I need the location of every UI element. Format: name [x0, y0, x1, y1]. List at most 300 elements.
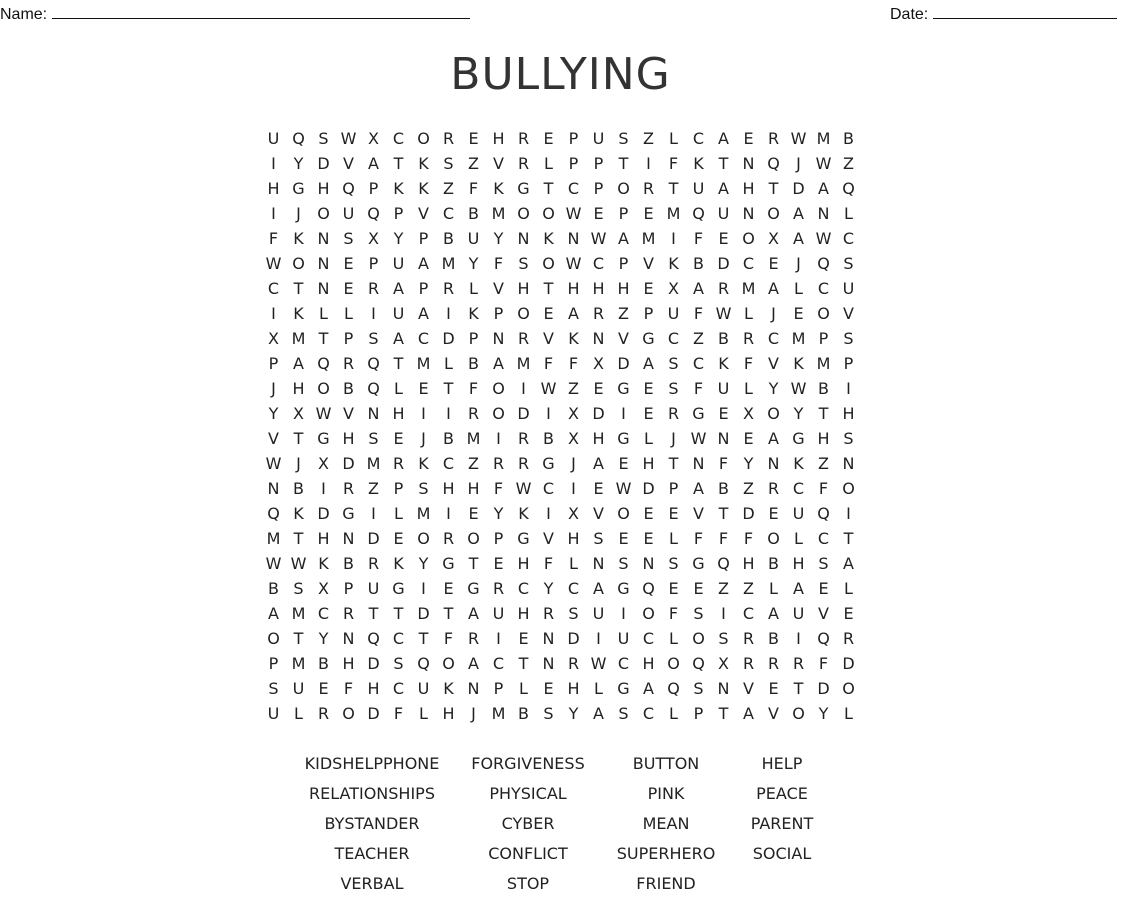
grid-cell: Z — [843, 154, 854, 173]
grid-cell: E — [668, 504, 679, 523]
grid-cell: E — [468, 129, 479, 148]
grid-cell: N — [567, 229, 580, 248]
grid-cell: O — [542, 254, 555, 273]
grid-cell: N — [267, 479, 280, 498]
grid-cell: P — [818, 329, 829, 348]
grid-cell: S — [668, 379, 679, 398]
grid-cell: Y — [293, 154, 304, 173]
grid-cell: I — [621, 404, 626, 423]
grid-cell: N — [492, 329, 505, 348]
grid-cell: Q — [667, 679, 680, 698]
grid-cell: L — [394, 504, 403, 523]
grid-cell: G — [617, 579, 630, 598]
grid-cell: B — [718, 329, 729, 348]
date-field[interactable] — [890, 4, 1117, 24]
grid-cell: A — [368, 154, 379, 173]
grid-cell: W — [315, 404, 332, 423]
grid-cell: T — [768, 179, 779, 198]
grid-cell: S — [443, 154, 454, 173]
grid-cell: E — [593, 204, 604, 223]
grid-cell: T — [468, 554, 479, 573]
grid-cell: N — [842, 454, 855, 473]
grid-cell: V — [343, 154, 354, 173]
grid-cell: D — [442, 329, 455, 348]
grid-cell: N — [542, 629, 555, 648]
grid-cell: W — [790, 129, 807, 148]
grid-cell: F — [393, 704, 404, 723]
grid-cell: V — [418, 204, 429, 223]
grid-cell: S — [718, 629, 729, 648]
grid-cell: Y — [818, 704, 829, 723]
grid-cell: Y — [493, 229, 504, 248]
grid-cell: Q — [417, 654, 430, 673]
grid-cell: O — [417, 529, 430, 548]
grid-cell: H — [617, 279, 630, 298]
grid-cell: H — [442, 704, 455, 723]
grid-cell: T — [443, 379, 454, 398]
grid-cell: D — [317, 504, 330, 523]
grid-cell: A — [568, 304, 579, 323]
grid-cell: L — [344, 304, 353, 323]
grid-cell: P — [593, 179, 604, 198]
grid-cell: E — [343, 254, 354, 273]
grid-cell: N — [317, 229, 330, 248]
grid-cell: Q — [692, 654, 705, 673]
grid-cell: T — [418, 629, 429, 648]
grid-cell: U — [792, 604, 805, 623]
grid-cell: I — [571, 479, 576, 498]
grid-cell: K — [418, 154, 429, 173]
grid-cell: R — [592, 304, 605, 323]
grid-cell: Q — [367, 629, 380, 648]
grid-cell: M — [416, 354, 431, 373]
grid-cell: I — [446, 304, 451, 323]
grid-cell: Q — [642, 579, 655, 598]
grid-cell: A — [743, 704, 754, 723]
word-list-item: HELP — [761, 754, 803, 773]
word-list-item: STOP — [506, 874, 550, 893]
grid-cell: J — [571, 454, 576, 473]
grid-cell: P — [593, 154, 604, 173]
grid-cell: P — [618, 204, 629, 223]
grid-cell: H — [592, 429, 605, 448]
grid-cell: Q — [767, 154, 780, 173]
grid-cell: C — [817, 279, 830, 298]
grid-cell: C — [442, 454, 455, 473]
grid-cell: Z — [818, 454, 829, 473]
grid-cell: D — [367, 529, 380, 548]
puzzle-title: BULLYING — [450, 49, 671, 100]
grid-cell: L — [519, 679, 528, 698]
grid-cell: P — [393, 479, 404, 498]
grid-cell: C — [742, 254, 755, 273]
grid-cell: G — [617, 429, 630, 448]
grid-cell: U — [617, 629, 630, 648]
word-list-item: CONFLICT — [488, 844, 568, 863]
grid-cell: S — [618, 554, 629, 573]
grid-cell: G — [517, 179, 530, 198]
grid-cell: Z — [468, 454, 479, 473]
grid-cell: C — [642, 629, 655, 648]
grid-cell: E — [818, 579, 829, 598]
grid-cell: R — [517, 154, 530, 173]
grid-cell: Q — [842, 179, 855, 198]
grid-cell: T — [393, 354, 404, 373]
grid-cell: O — [842, 479, 855, 498]
grid-cell: B — [343, 379, 354, 398]
grid-cell: I — [846, 504, 851, 523]
letter-grid — [261, 126, 861, 726]
grid-cell: O — [642, 604, 655, 623]
grid-cell: G — [292, 179, 305, 198]
grid-cell: C — [742, 604, 755, 623]
grid-cell: I — [596, 629, 601, 648]
grid-cell: S — [593, 529, 604, 548]
grid-cell: K — [293, 304, 304, 323]
grid-cell: C — [517, 579, 530, 598]
grid-cell: M — [441, 254, 456, 273]
grid-cell: E — [393, 429, 404, 448]
word-list — [294, 752, 838, 902]
grid-cell: R — [467, 629, 480, 648]
grid-cell: D — [342, 454, 355, 473]
grid-cell: M — [816, 354, 831, 373]
grid-cell: R — [367, 554, 380, 573]
grid-cell: L — [594, 679, 603, 698]
grid-cell: A — [393, 279, 404, 298]
grid-cell: T — [518, 654, 529, 673]
grid-cell: N — [342, 629, 355, 648]
grid-cell: I — [421, 404, 426, 423]
word-list-item: FORGIVENESS — [471, 754, 585, 773]
grid-cell: H — [817, 429, 830, 448]
grid-cell: G — [617, 379, 630, 398]
grid-cell: L — [669, 529, 678, 548]
grid-cell: S — [843, 329, 854, 348]
grid-cell: R — [517, 454, 530, 473]
grid-cell: O — [417, 129, 430, 148]
grid-cell: J — [796, 254, 801, 273]
grid-cell: Y — [543, 579, 554, 598]
grid-cell: M — [416, 504, 431, 523]
grid-cell: I — [846, 379, 851, 398]
grid-cell: Z — [618, 304, 629, 323]
grid-cell: L — [794, 279, 803, 298]
grid-cell: F — [493, 254, 504, 273]
grid-cell: Y — [393, 229, 404, 248]
grid-cell: N — [742, 204, 755, 223]
grid-cell: E — [718, 229, 729, 248]
grid-cell: Z — [468, 154, 479, 173]
grid-cell: A — [593, 704, 604, 723]
grid-cell: R — [767, 654, 780, 673]
grid-cell: I — [496, 629, 501, 648]
grid-cell: N — [717, 429, 730, 448]
grid-cell: U — [292, 679, 305, 698]
grid-cell: U — [267, 704, 280, 723]
grid-cell: G — [542, 454, 555, 473]
grid-cell: V — [543, 529, 554, 548]
grid-cell: T — [718, 704, 729, 723]
grid-cell: I — [721, 604, 726, 623]
grid-cell: Y — [768, 379, 779, 398]
grid-cell: Z — [368, 479, 379, 498]
grid-cell: R — [442, 279, 455, 298]
grid-cell: K — [318, 554, 329, 573]
grid-cell: H — [342, 654, 355, 673]
grid-cell: A — [293, 354, 304, 373]
grid-cell: A — [643, 679, 654, 698]
grid-cell: R — [717, 279, 730, 298]
grid-cell: G — [617, 679, 630, 698]
grid-cell: X — [593, 354, 604, 373]
grid-cell: S — [818, 554, 829, 573]
grid-cell: T — [668, 454, 679, 473]
grid-cell: G — [392, 579, 405, 598]
grid-cell: W — [265, 454, 282, 473]
grid-cell: H — [367, 679, 380, 698]
grid-cell: W — [690, 429, 707, 448]
grid-cell: Z — [743, 479, 754, 498]
grid-cell: I — [621, 604, 626, 623]
grid-cell: P — [393, 204, 404, 223]
grid-cell: K — [293, 229, 304, 248]
grid-cell: P — [493, 304, 504, 323]
grid-cell: K — [418, 179, 429, 198]
grid-cell: K — [668, 254, 679, 273]
grid-cell: K — [518, 504, 529, 523]
grid-cell: B — [268, 579, 279, 598]
grid-cell: A — [693, 479, 704, 498]
grid-cell: D — [817, 679, 830, 698]
grid-cell: N — [517, 229, 530, 248]
grid-cell: L — [469, 279, 478, 298]
word-list-item: BYSTANDER — [324, 814, 420, 833]
grid-cell: F — [568, 354, 579, 373]
grid-cell: C — [592, 254, 605, 273]
grid-cell: E — [643, 404, 654, 423]
grid-cell: N — [342, 529, 355, 548]
grid-cell: H — [317, 179, 330, 198]
grid-cell: R — [667, 404, 680, 423]
grid-cell: W — [540, 379, 557, 398]
date-line[interactable] — [933, 4, 1117, 19]
grid-cell: Y — [568, 704, 579, 723]
grid-cell: P — [268, 654, 279, 673]
grid-cell: N — [717, 679, 730, 698]
grid-cell: P — [568, 154, 579, 173]
name-field[interactable] — [0, 4, 470, 24]
grid-cell: R — [842, 629, 855, 648]
word-list-item: PINK — [647, 784, 685, 803]
grid-cell: O — [492, 379, 505, 398]
grid-cell: E — [518, 629, 529, 648]
grid-cell: N — [367, 404, 380, 423]
grid-cell: T — [393, 154, 404, 173]
grid-cell: L — [544, 154, 553, 173]
grid-cell: B — [768, 554, 779, 573]
grid-cell: O — [342, 704, 355, 723]
grid-cell: X — [368, 229, 379, 248]
grid-cell: A — [793, 229, 804, 248]
grid-cell: B — [318, 654, 329, 673]
grid-cell: O — [817, 304, 830, 323]
grid-cell: K — [418, 454, 429, 473]
grid-cell: N — [592, 554, 605, 573]
grid-cell: K — [718, 354, 729, 373]
grid-cell: Q — [367, 354, 380, 373]
grid-cell: T — [368, 604, 379, 623]
grid-cell: O — [517, 204, 530, 223]
grid-cell: R — [742, 654, 755, 673]
word-list-item: FRIEND — [636, 874, 696, 893]
grid-cell: O — [842, 679, 855, 698]
grid-cell: V — [618, 329, 629, 348]
grid-cell: N — [642, 554, 655, 573]
grid-cell: V — [493, 279, 504, 298]
grid-cell: X — [368, 129, 379, 148]
grid-cell: U — [667, 304, 680, 323]
grid-cell: C — [492, 654, 505, 673]
grid-cell: T — [393, 604, 404, 623]
grid-cell: F — [543, 554, 554, 573]
grid-cell: C — [442, 204, 455, 223]
grid-cell: E — [393, 529, 404, 548]
grid-cell: V — [768, 354, 779, 373]
grid-cell: P — [493, 679, 504, 698]
grid-cell: W — [615, 479, 632, 498]
grid-cell: B — [718, 479, 729, 498]
grid-cell: R — [342, 479, 355, 498]
grid-cell: H — [642, 654, 655, 673]
grid-cell: Y — [318, 629, 329, 648]
grid-cell: K — [543, 229, 554, 248]
grid-cell: S — [543, 704, 554, 723]
grid-cell: A — [593, 579, 604, 598]
grid-cell: P — [493, 529, 504, 548]
grid-cell: B — [468, 204, 479, 223]
grid-cell: O — [767, 404, 780, 423]
grid-cell: R — [342, 354, 355, 373]
grid-cell: H — [742, 179, 755, 198]
grid-cell: L — [744, 304, 753, 323]
grid-cell: S — [368, 329, 379, 348]
grid-cell: I — [446, 404, 451, 423]
grid-cell: W — [790, 379, 807, 398]
grid-cell: E — [543, 129, 554, 148]
grid-cell: A — [768, 279, 779, 298]
grid-cell: X — [568, 404, 579, 423]
grid-cell: E — [793, 304, 804, 323]
grid-cell: A — [418, 304, 429, 323]
grid-cell: T — [543, 179, 554, 198]
grid-cell: L — [669, 704, 678, 723]
grid-cell: S — [668, 354, 679, 373]
grid-cell: T — [843, 529, 854, 548]
grid-cell: U — [367, 579, 380, 598]
grid-cell: H — [342, 429, 355, 448]
grid-cell: E — [643, 279, 654, 298]
grid-cell: R — [367, 279, 380, 298]
grid-cell: M — [741, 279, 756, 298]
grid-cell: C — [692, 354, 705, 373]
grid-cell: Y — [493, 504, 504, 523]
grid-cell: O — [517, 304, 530, 323]
grid-cell: E — [543, 304, 554, 323]
grid-cell: S — [293, 579, 304, 598]
grid-cell: V — [593, 504, 604, 523]
grid-cell: T — [293, 429, 304, 448]
grid-cell: A — [493, 354, 504, 373]
grid-cell: W — [565, 254, 582, 273]
grid-cell: U — [592, 129, 605, 148]
grid-cell: K — [693, 154, 704, 173]
grid-cell: J — [771, 304, 776, 323]
grid-cell: S — [418, 479, 429, 498]
grid-cell: S — [368, 429, 379, 448]
word-list-item: SOCIAL — [752, 844, 812, 863]
grid-cell: K — [468, 304, 479, 323]
grid-cell: A — [693, 279, 704, 298]
grid-cell: R — [517, 429, 530, 448]
grid-cell: E — [643, 379, 654, 398]
grid-cell: R — [317, 704, 330, 723]
date-label: Date: — [890, 6, 929, 23]
grid-cell: U — [392, 304, 405, 323]
grid-cell: U — [342, 204, 355, 223]
grid-cell: N — [692, 454, 705, 473]
grid-cell: L — [569, 554, 578, 573]
grid-cell: U — [267, 129, 280, 148]
grid-cell: O — [317, 204, 330, 223]
grid-cell: F — [268, 229, 279, 248]
grid-cell: Z — [643, 129, 654, 148]
grid-cell: D — [517, 404, 530, 423]
grid-cell: N — [317, 279, 330, 298]
grid-cell: P — [268, 354, 279, 373]
grid-cell: O — [267, 629, 280, 648]
grid-cell: O — [442, 654, 455, 673]
grid-cell: G — [792, 429, 805, 448]
grid-cell: C — [392, 629, 405, 648]
grid-cell: I — [446, 504, 451, 523]
grid-cell: E — [643, 204, 654, 223]
grid-cell: F — [693, 529, 704, 548]
grid-cell: B — [818, 379, 829, 398]
grid-cell: K — [293, 504, 304, 523]
grid-cell: S — [693, 604, 704, 623]
grid-cell: T — [293, 279, 304, 298]
grid-cell: A — [618, 229, 629, 248]
grid-cell: J — [296, 454, 301, 473]
grid-cell: B — [543, 429, 554, 448]
grid-cell: T — [293, 629, 304, 648]
grid-cell: H — [842, 404, 855, 423]
grid-cell: P — [568, 129, 579, 148]
grid-cell: F — [668, 154, 679, 173]
grid-cell: E — [593, 379, 604, 398]
grid-cell: W — [815, 229, 832, 248]
grid-cell: L — [844, 204, 853, 223]
grid-cell: E — [593, 479, 604, 498]
grid-cell: C — [567, 179, 580, 198]
grid-cell: T — [718, 154, 729, 173]
grid-cell: E — [468, 504, 479, 523]
grid-cell: T — [543, 279, 554, 298]
name-line[interactable] — [52, 4, 470, 19]
grid-cell: W — [265, 554, 282, 573]
grid-cell: W — [565, 204, 582, 223]
